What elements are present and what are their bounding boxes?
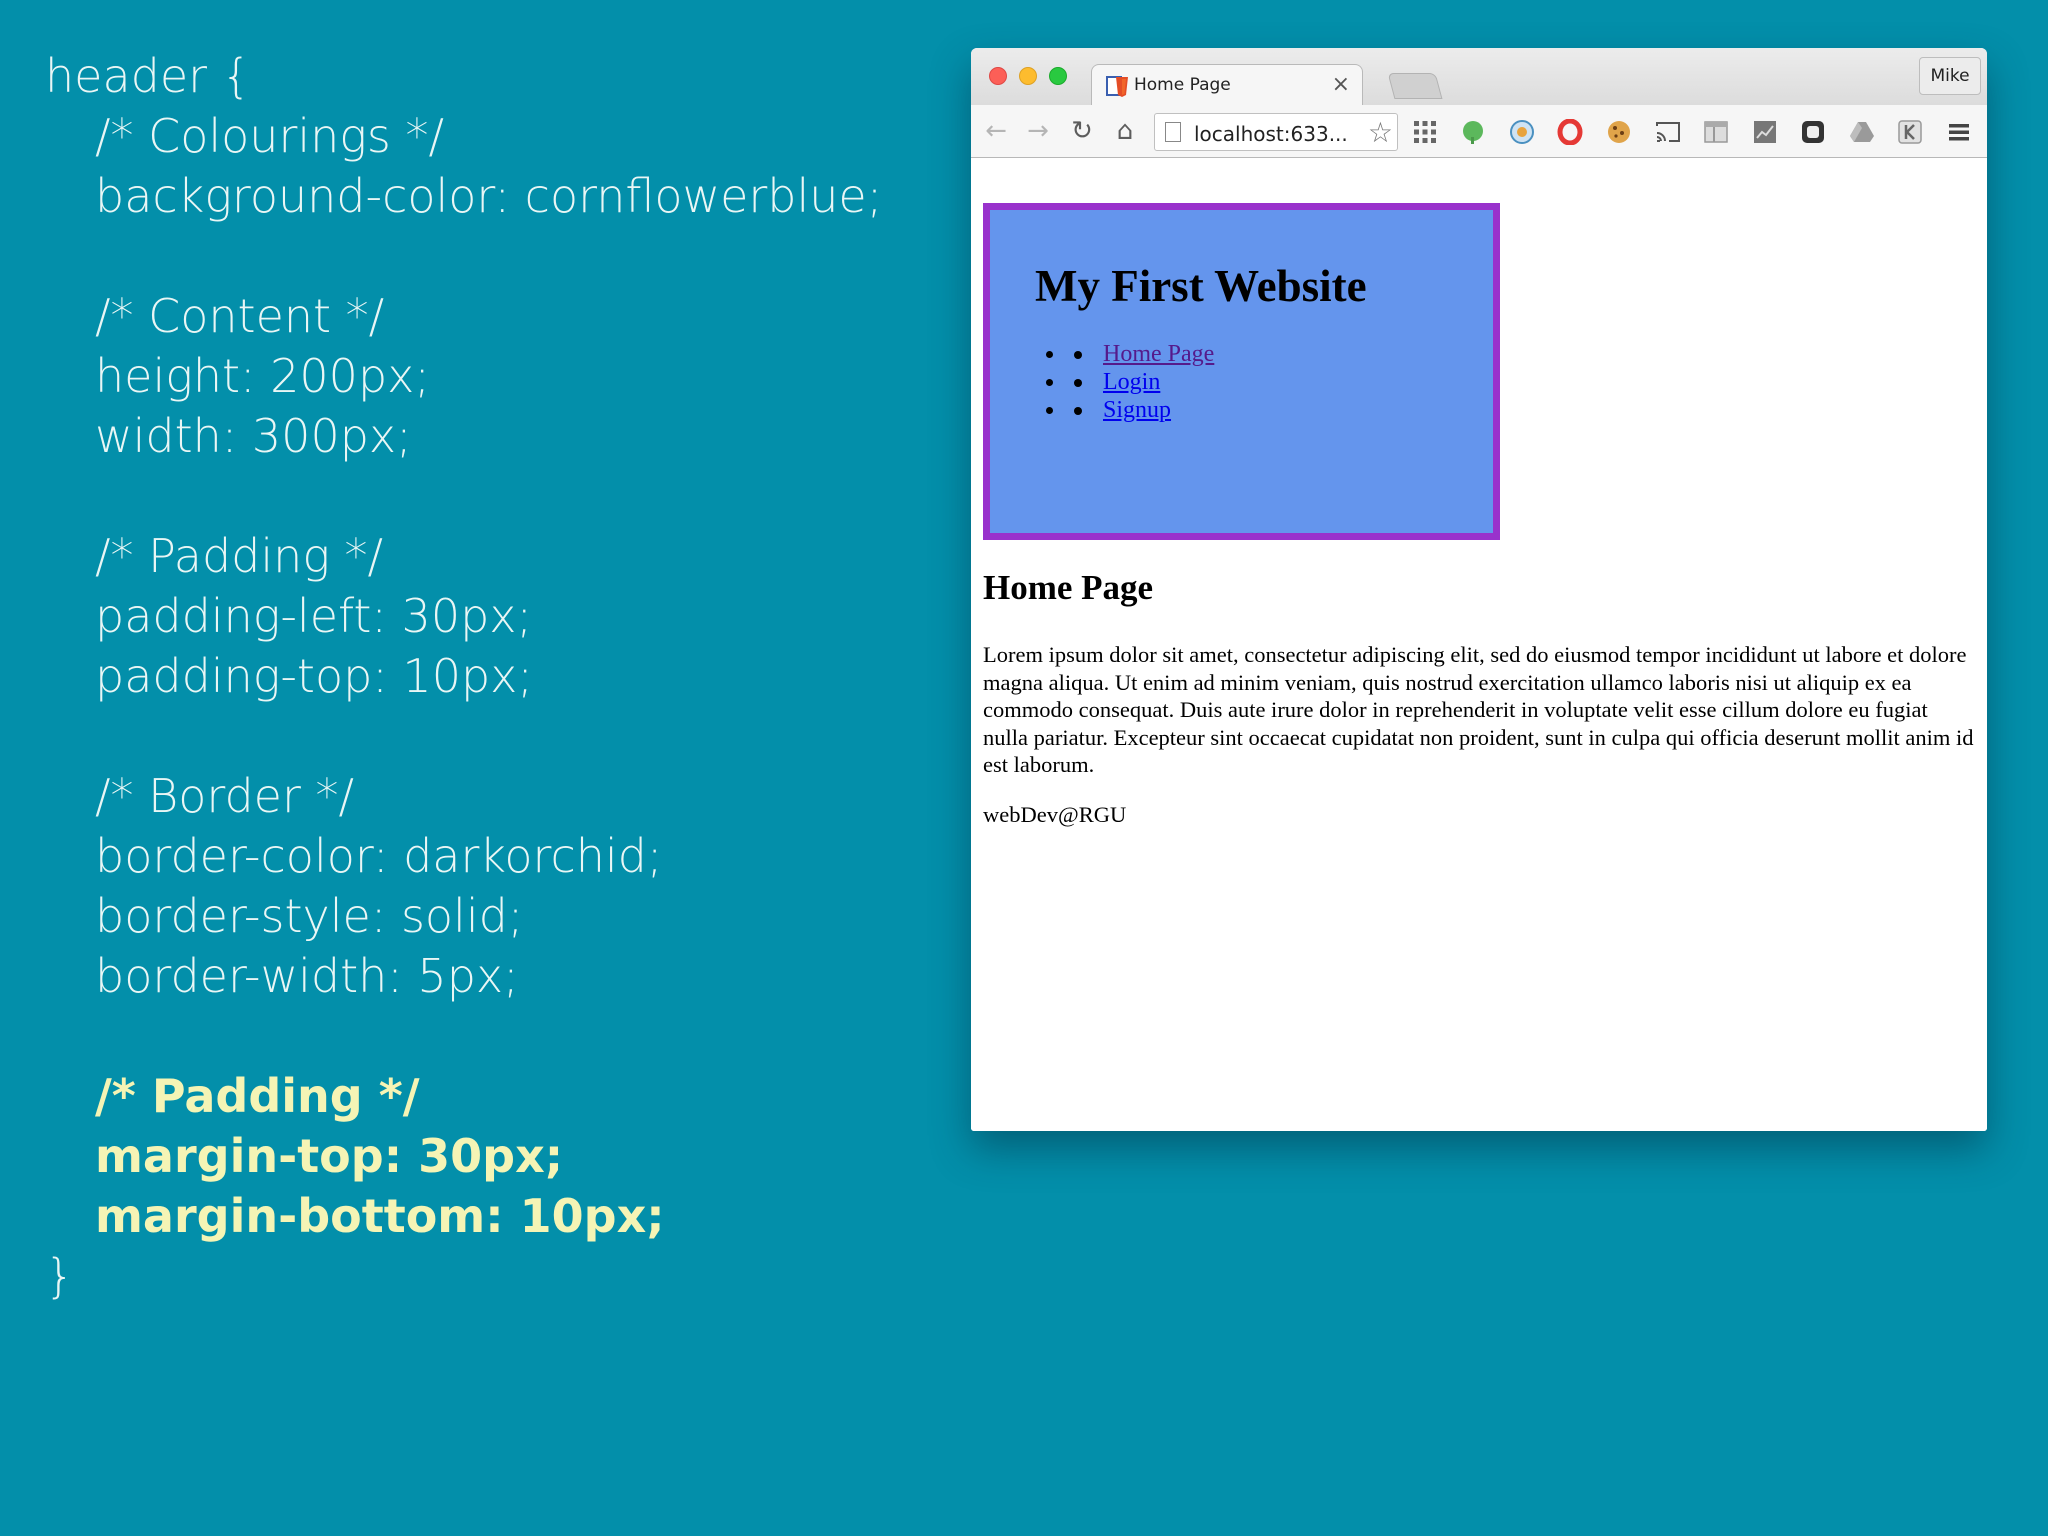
close-window-button[interactable] bbox=[989, 67, 1007, 85]
back-arrow-icon[interactable]: ← bbox=[985, 116, 1007, 146]
code-line: padding-left: 30px; bbox=[95, 589, 532, 643]
code-line: width: 300px; bbox=[95, 409, 412, 463]
minimize-window-button[interactable] bbox=[1019, 67, 1037, 85]
nav-item-home bbox=[1066, 340, 1214, 368]
code-line: /* Content */ bbox=[95, 289, 385, 343]
nav-link-home-page[interactable]: Home Page bbox=[1103, 341, 1215, 367]
tab-title: Home Page bbox=[1134, 75, 1231, 95]
browser-titlebar bbox=[971, 48, 1987, 105]
code-line: /* Border */ bbox=[95, 769, 355, 823]
bullet-icon bbox=[1074, 351, 1082, 359]
cast-icon[interactable] bbox=[1654, 118, 1682, 146]
profile-button[interactable]: Mike bbox=[1919, 57, 1981, 95]
globe-extension-icon bbox=[1509, 119, 1535, 145]
address-bar[interactable] bbox=[1154, 113, 1398, 151]
nav-item-signup bbox=[1066, 396, 1214, 424]
k-extension-icon[interactable] bbox=[1896, 118, 1924, 146]
menu-icon bbox=[1946, 119, 1972, 145]
code-line-highlighted: margin-bottom: 10px; bbox=[95, 1189, 665, 1243]
layout-icon[interactable] bbox=[1702, 118, 1730, 146]
browser-toolbar bbox=[971, 105, 1987, 158]
cast-icon bbox=[1654, 119, 1682, 145]
code-blank-line bbox=[45, 466, 882, 526]
code-line: border-width: 5px; bbox=[95, 949, 519, 1003]
code-line: border-style: solid; bbox=[95, 889, 524, 943]
drive-icon[interactable] bbox=[1848, 118, 1876, 146]
site-header bbox=[983, 203, 1500, 540]
code-blank-line bbox=[45, 1006, 882, 1066]
cookie-icon bbox=[1606, 119, 1632, 145]
zoom-window-button[interactable] bbox=[1049, 67, 1067, 85]
code-line: } bbox=[45, 1249, 75, 1303]
browser-window bbox=[971, 48, 1987, 1131]
apps-grid-icon bbox=[1412, 119, 1438, 145]
code-line-highlighted: margin-top: 30px; bbox=[95, 1129, 564, 1183]
layout-icon bbox=[1703, 119, 1729, 145]
chart-extension-icon[interactable] bbox=[1751, 118, 1779, 146]
evernote-icon bbox=[1460, 119, 1486, 145]
page-footer: webDev@RGU bbox=[983, 802, 1127, 827]
bookmark-star-icon[interactable]: ☆ bbox=[1367, 116, 1393, 149]
k-extension-icon bbox=[1897, 119, 1923, 145]
tab-home-page[interactable] bbox=[1091, 64, 1363, 106]
nav-link-signup[interactable]: Signup bbox=[1103, 397, 1172, 423]
page-heading: Home Page bbox=[983, 568, 1154, 607]
page-document-icon bbox=[1165, 122, 1181, 142]
code-blank-line bbox=[45, 706, 882, 766]
chart-extension-icon bbox=[1752, 119, 1778, 145]
nav-item-login bbox=[1066, 368, 1214, 396]
code-line: background-color: cornflowerblue; bbox=[95, 169, 883, 223]
css-code-panel bbox=[45, 46, 882, 1306]
code-blank-line bbox=[45, 226, 882, 286]
forward-arrow-icon[interactable]: → bbox=[1027, 116, 1049, 146]
reload-icon[interactable]: ↻ bbox=[1071, 116, 1093, 146]
cookie-icon[interactable] bbox=[1605, 118, 1633, 146]
new-tab-button[interactable] bbox=[1388, 73, 1443, 99]
code-line: border-color: darkorchid; bbox=[95, 829, 663, 883]
bullet-icon bbox=[1074, 379, 1082, 387]
opera-icon bbox=[1557, 119, 1583, 145]
lorem-paragraph: Lorem ipsum dolor sit amet, consectetur adipiscing elit, sed do eiusmod tempor incididunt ut labore et dolore magna aliqua. Ut enim ad minim veniam, quis nostrud exercitation ullamco laboris nisi ut aliquip ex ea commodo consequat. Duis aute irure dolor in reprehenderit in voluptate velit esse cillum dolore eu fugiat nulla pariatur. Excepteur sint occaecat cupidatat non proident, sunt in culpa qui officia deserunt mollit anim id est laborum. bbox=[983, 642, 1974, 777]
home-icon[interactable]: ⌂ bbox=[1116, 116, 1134, 146]
code-line-highlighted: /* Padding */ bbox=[95, 1069, 420, 1123]
opera-icon[interactable] bbox=[1556, 118, 1584, 146]
html5-favicon-icon bbox=[1106, 75, 1130, 99]
page-viewport bbox=[971, 158, 1987, 1131]
globe-extension-icon[interactable] bbox=[1508, 118, 1536, 146]
site-nav bbox=[1066, 340, 1214, 424]
code-line: /* Padding */ bbox=[95, 529, 384, 583]
evernote-icon[interactable] bbox=[1459, 118, 1487, 146]
nav-link-login[interactable]: Login bbox=[1103, 369, 1161, 395]
tab-close-icon[interactable]: × bbox=[1331, 72, 1350, 97]
code-line: /* Colourings */ bbox=[95, 109, 444, 163]
code-line: padding-top: 10px; bbox=[95, 649, 533, 703]
bullet-icon bbox=[1074, 407, 1082, 415]
apps-grid-icon[interactable] bbox=[1411, 118, 1439, 146]
drive-icon bbox=[1849, 119, 1875, 145]
menu-icon[interactable] bbox=[1945, 118, 1973, 146]
shield-extension-icon bbox=[1800, 119, 1826, 145]
site-title: My First Website bbox=[1035, 261, 1367, 311]
url-text: localhost:633... bbox=[1194, 122, 1348, 146]
code-line: header { bbox=[45, 49, 251, 103]
shield-extension-icon[interactable] bbox=[1799, 118, 1827, 146]
code-line: height: 200px; bbox=[95, 349, 430, 403]
